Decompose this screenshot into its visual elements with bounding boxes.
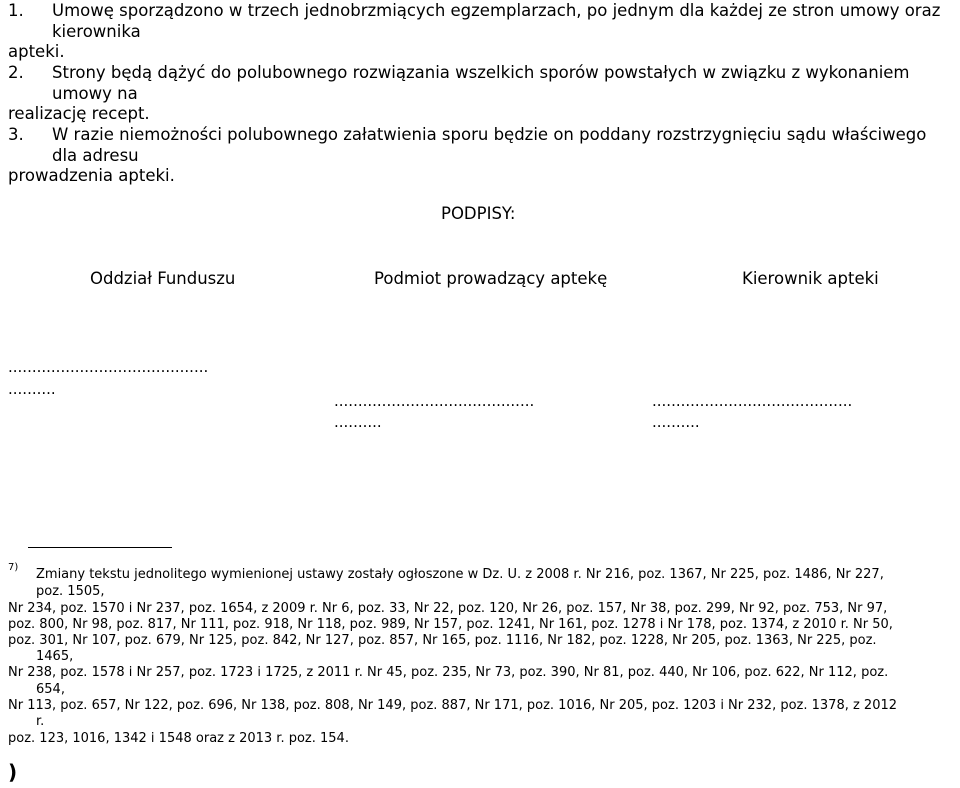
signatures-heading: PODPISY: [441,204,516,223]
footnote-line-8: 654, [36,682,65,697]
signature-line-fund-part2: .......... [8,380,56,398]
item-2-text-line3: realizację recept. [8,104,150,123]
item-3-text-line2: dla adresu [52,146,139,165]
item-2-text-line1: Strony będą dążyć do polubownego rozwiązania wszelkich sporów powstałych w związku z wykonaniem [52,63,910,82]
item-1-text-line3: apteki. [8,42,65,61]
footnote-line-11: poz. 123, 1016, 1342 i 1548 oraz z 2013 r. poz. 154. [8,731,349,746]
footnote-line-1: Zmiany tekstu jednolitego wymienionej ustawy zostały ogłoszone w Dz. U. z 2008 r. Nr 216, poz. 1367, Nr 225, poz. 1486, Nr 227, [36,567,884,582]
footnote-line-4: poz. 800, Nr 98, poz. 817, Nr 111, poz. 918, Nr 118, poz. 989, Nr 157, poz. 1241, Nr 161, poz. 1278 i Nr 178, poz. 1374, z 2010 r. Nr 50, [8,617,893,632]
party-pharmacy-operator: Podmiot prowadzący aptekę [374,269,608,288]
party-pharmacy-manager: Kierownik apteki [742,269,879,288]
footnote-separator [28,547,172,548]
footnote-line-2: poz. 1505, [36,584,105,599]
signature-line-operator-part2: .......... [334,413,382,431]
item-2-number: 2. [8,63,24,82]
signature-line-fund-part1: .......................................... [8,358,209,376]
footnote-line-9: Nr 113, poz. 657, Nr 122, poz. 696, Nr 138, poz. 808, Nr 149, poz. 887, Nr 171, poz. 1016, Nr 205, poz. 1203 i Nr 232, poz. 1378, z 2012 [8,698,898,713]
item-1-number: 1. [8,1,24,20]
signature-line-manager-part2: .......... [652,413,700,431]
footnote-line-7: Nr 238, poz. 1578 i Nr 257, poz. 1723 i 1725, z 2011 r. Nr 45, poz. 235, Nr 73, poz. 390, Nr 81, poz. 440, Nr 106, poz. 622, Nr 112, poz. [8,665,889,680]
item-3-text-line3: prowadzenia apteki. [8,166,175,185]
party-fund-branch: Oddział Funduszu [90,269,236,288]
signature-line-manager-part1: .......................................... [652,392,853,410]
item-2-text-line2: umowy na [52,84,138,103]
footnote-line-3: Nr 234, poz. 1570 i Nr 237, poz. 1654, z 2009 r. Nr 6, poz. 33, Nr 22, poz. 120, Nr 26, poz. 157, Nr 38, poz. 299, Nr 92, poz. 753, Nr 97, [8,601,888,616]
item-1-text-line2: kierownika [52,22,141,41]
footnote-line-5: poz. 301, Nr 107, poz. 679, Nr 125, poz. 842, Nr 127, poz. 857, Nr 165, poz. 1116, Nr 182, poz. 1228, Nr 205, poz. 1363, Nr 225, poz. [8,633,877,648]
item-3-text-line1: W razie niemożności polubownego załatwienia sporu będzie on poddany rozstrzygnięciu sądu właściwego [52,125,927,144]
signature-line-operator-part1: .......................................... [334,392,535,410]
item-1-text-line1: Umowę sporządzono w trzech jednobrzmiących egzemplarzach, po jednym dla każdej ze stron umowy oraz [52,1,941,20]
footnote-line-10: r. [36,714,45,729]
closing-parenthesis: ) [8,760,18,784]
item-3-number: 3. [8,125,24,144]
footnote-marker: 7) [8,562,19,573]
footnote-line-6: 1465, [36,649,74,664]
